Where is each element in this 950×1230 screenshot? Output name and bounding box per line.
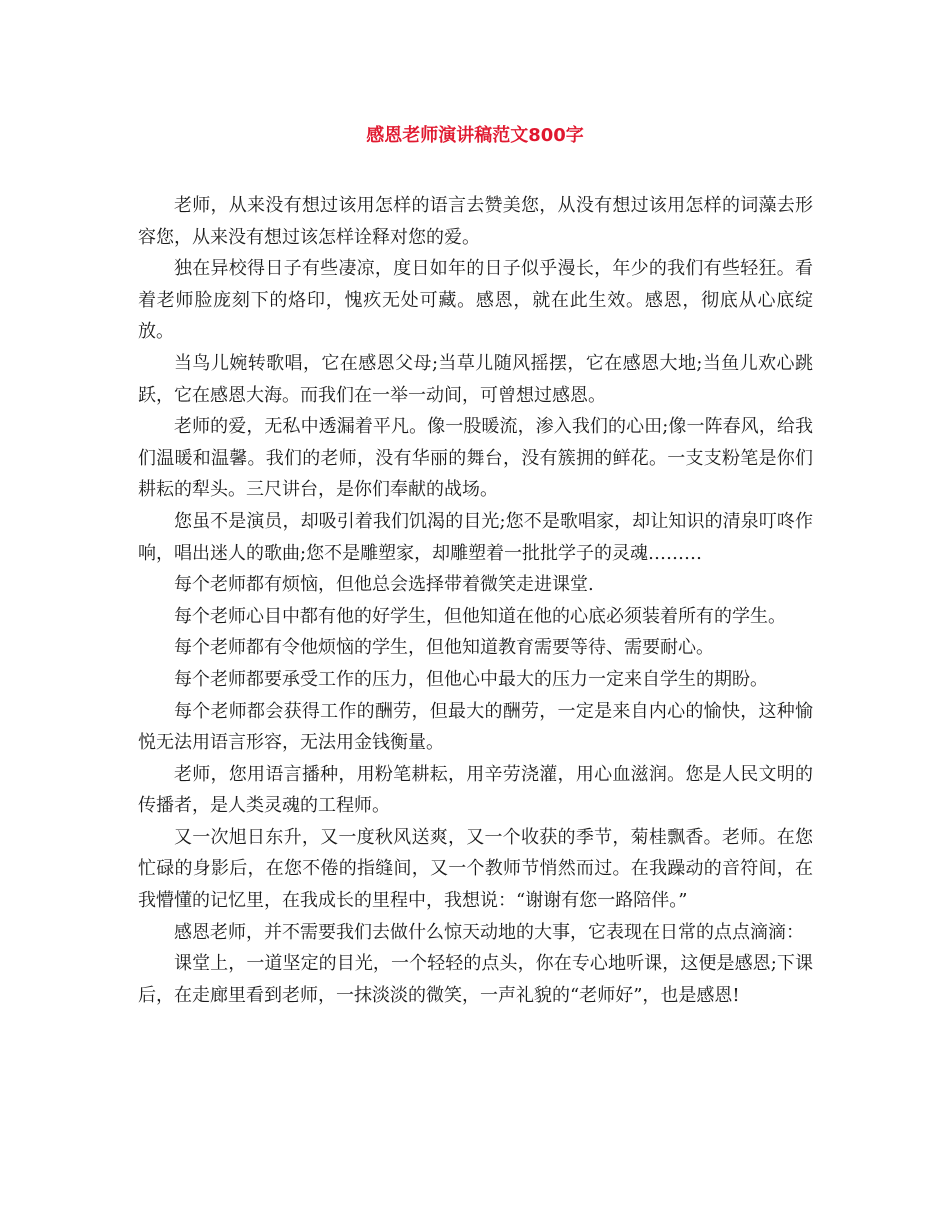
paragraph: 当鸟儿婉转歌唱，它在感恩父母;当草儿随风摇摆，它在感恩大地;当鱼儿欢心跳跃，它在感恩大海。而我们在一举一动间，可曾想过感恩。 [138,352,813,406]
paragraph: 每个老师心目中都有他的好学生，但他知道在他的心底必须装着所有的学生。 [174,605,786,627]
paragraph: 老师的爱，无私中透漏着平凡。像一股暖流，渗入我们的心田;像一阵春风，给我们温暖和温馨。我们的老师，没有华丽的舞台，没有簇拥的鲜花。一支支粉笔是你们耕耘的犁头。三尺讲台，是你们奉献的战场。 [138,416,813,501]
paragraph: 老师，您用语言播种，用粉笔耕耘，用辛劳浇灌，用心血滋润。您是人民文明的传播者，是人类灵魂的工程师。 [138,763,813,817]
document-title: 感恩老师演讲稿范文800字 [366,125,584,146]
paragraph: 老师，从来没有想过该用怎样的语言去赞美您，从没有想过该用怎样的词藻去形容您，从来没有想过该怎样诠释对您的爱。 [138,195,813,248]
paragraph: 每个老师都有烦恼，但他总会选择带着微笑走进课堂. [174,574,594,596]
document-body [138,190,813,1011]
paragraph: 每个老师都要承受工作的压力，但他心中最大的压力一定来自学生的期盼。 [174,668,768,690]
paragraph: 独在异校得日子有些凄凉，度日如年的日子似乎漫长，年少的我们有些轻狂。看着老师脸庞刻下的烙印，愧疚无处可藏。感恩，就在此生效。感恩，彻底从心底绽放。 [138,258,813,343]
paragraph: 您虽不是演员，却吸引着我们饥渴的目光;您不是歌唱家，却让知识的清泉叮咚作响，唱出迷人的歌曲;您不是雕塑家，却雕塑着一批批学子的灵魂……… [138,510,813,564]
paragraph: 每个老师都有令他烦恼的学生，但他知道教育需要等待、需要耐心。 [174,637,714,659]
paragraph: 感恩老师，并不需要我们去做什么惊天动地的大事，它表现在日常的点点滴滴： [174,921,804,943]
paragraph: 课堂上，一道坚定的目光，一个轻轻的点头，你在专心地听课，这便是感恩;下课后，在走廊里看到老师，一抹淡淡的微笑，一声礼貌的“老师好”，也是感恩! [138,953,813,1006]
paragraph: 每个老师都会获得工作的酬劳，但最大的酬劳，一定是来自内心的愉快，这种愉悦无法用语言形容，无法用金钱衡量。 [138,700,813,754]
paragraph: 又一次旭日东升，又一度秋风送爽，又一个收获的季节，菊桂飘香。老师。在您忙碌的身影后，在您不倦的指缝间，又一个教师节悄然而过。在我躁动的音符间，在我懵懂的记忆里，在我成长的里程中，我想说：“谢谢有您一路陪伴。” [138,826,813,912]
